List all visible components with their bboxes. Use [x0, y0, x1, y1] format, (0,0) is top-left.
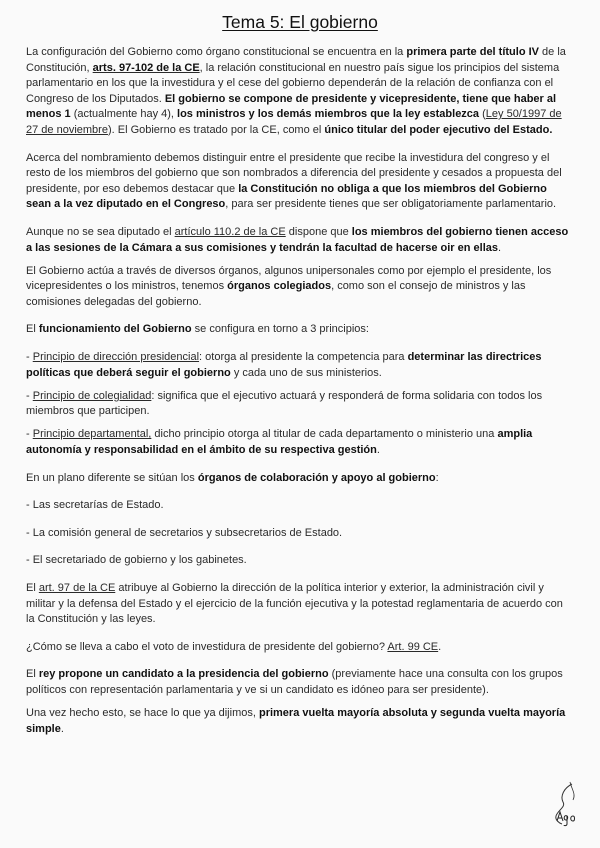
list-item: - Las secretarías de Estado. — [26, 499, 164, 512]
paragraph-intro: La configuración del Gobierno como órgano constitucional se encuentra en la primera parte del título IV de la Constitución, arts. 97-102 de la CE, la relación constitucional en nuestro país sigue los principios del sistema parlamentario en los que la investidura y el cese del gobierno dependerán de la relación de confianza con el Congreso de los Diputados. El gobierno se compone de presidente y vicepresidente, tiene que haber al menos 1 (actualmente hay 4), los ministros y los demás miembros que la ley establezca (Ley 50/1997 de 27 de noviembre). El Gobierno es tratado por la CE, como el único titular del poder ejecutivo del Estado. — [26, 46, 566, 136]
paragraph-funcionamiento: El funcionamiento del Gobierno se configura en torno a 3 principios: — [26, 323, 369, 336]
paragraph-rey-propone: El rey propone un candidato a la presidencia del gobierno (previamente hace una consulta con los grupos políticos con representación parlamentaria y ve si un candidato es idóneo para ser presidente). — [26, 668, 563, 696]
paragraph-votacion: Una vez hecho esto, se hace lo que ya dijimos, primera vuelta mayoría absoluta y segunda vuelta mayoría simple. — [26, 707, 566, 735]
list-item: - El secretariado de gobierno y los gabinetes. — [26, 554, 247, 567]
question-heading: ¿Cómo se lleva a cabo el voto de investidura de presidente del gobierno? Art. 99 CE. — [26, 640, 442, 653]
paragraph-nombramiento: Acerca del nombramiento debemos distinguir entre el presidente que recibe la investidura del congreso y el resto de los miembros del gobierno que son nombrados a diferencia del presidente y cesados a propuesta del presidente, por eso debemos destacar que la Constitución no obliga a que los miembros del Gobierno sean a la vez diputado en el Congreso, para ser presidente tienes que ser obligatoriamente parlamentario. — [26, 151, 562, 211]
principle-item-departamental: - Principio departamental, dicho principio otorga al titular de cada departamento o ministerio una amplia autonomía y responsabilidad en el ámbito de su respectiva gestión. — [26, 428, 533, 456]
paragraph-colaboracion: En un plano diferente se sitúan los órganos de colaboración y apoyo al gobierno: — [26, 471, 439, 484]
organos-list — [26, 498, 574, 569]
paragraph-articulo-110: Aunque no se sea diputado el artículo 110.2 de la CE dispone que los miembros del gobierno tienen acceso a las sesiones de la Cámara a sus comisiones y tendrán la facultad de hacerse oir en ellas. — [26, 225, 569, 254]
author-signature — [532, 780, 584, 832]
paragraph-articulo-97: El art. 97 de la CE atribuye al Gobierno la dirección de la política interior y exterior, la administración civil y militar y la defensa del Estado y el ejercicio de la función ejecutiva y la potestad reglamentaria de acuerdo con la Constitución y las leyes. — [26, 581, 563, 626]
principle-item-direccion: - Principio de dirección presidencial: otorga al presidente la competencia para determinar las directrices políticas que deberá seguir el gobierno y cada uno de sus ministerios. — [26, 351, 542, 379]
document-title: Tema 5: El gobierno — [222, 12, 378, 32]
list-item: - La comisión general de secretarios y subsecretarios de Estado. — [26, 526, 343, 539]
document-page — [26, 12, 574, 745]
principle-item-colegialidad: - Principio de colegialidad: significa que el ejecutivo actuará y responderá de forma solidaria con todos los miembros que participen. — [26, 389, 543, 418]
paragraph-organos: El Gobierno actúa a través de diversos órganos, algunos unipersonales como por ejemplo el presidente, los vicepresidentes o los ministros, tenemos órganos colegiados, como son el consejo de ministros y las comisiones delegadas del gobierno. — [26, 264, 552, 308]
